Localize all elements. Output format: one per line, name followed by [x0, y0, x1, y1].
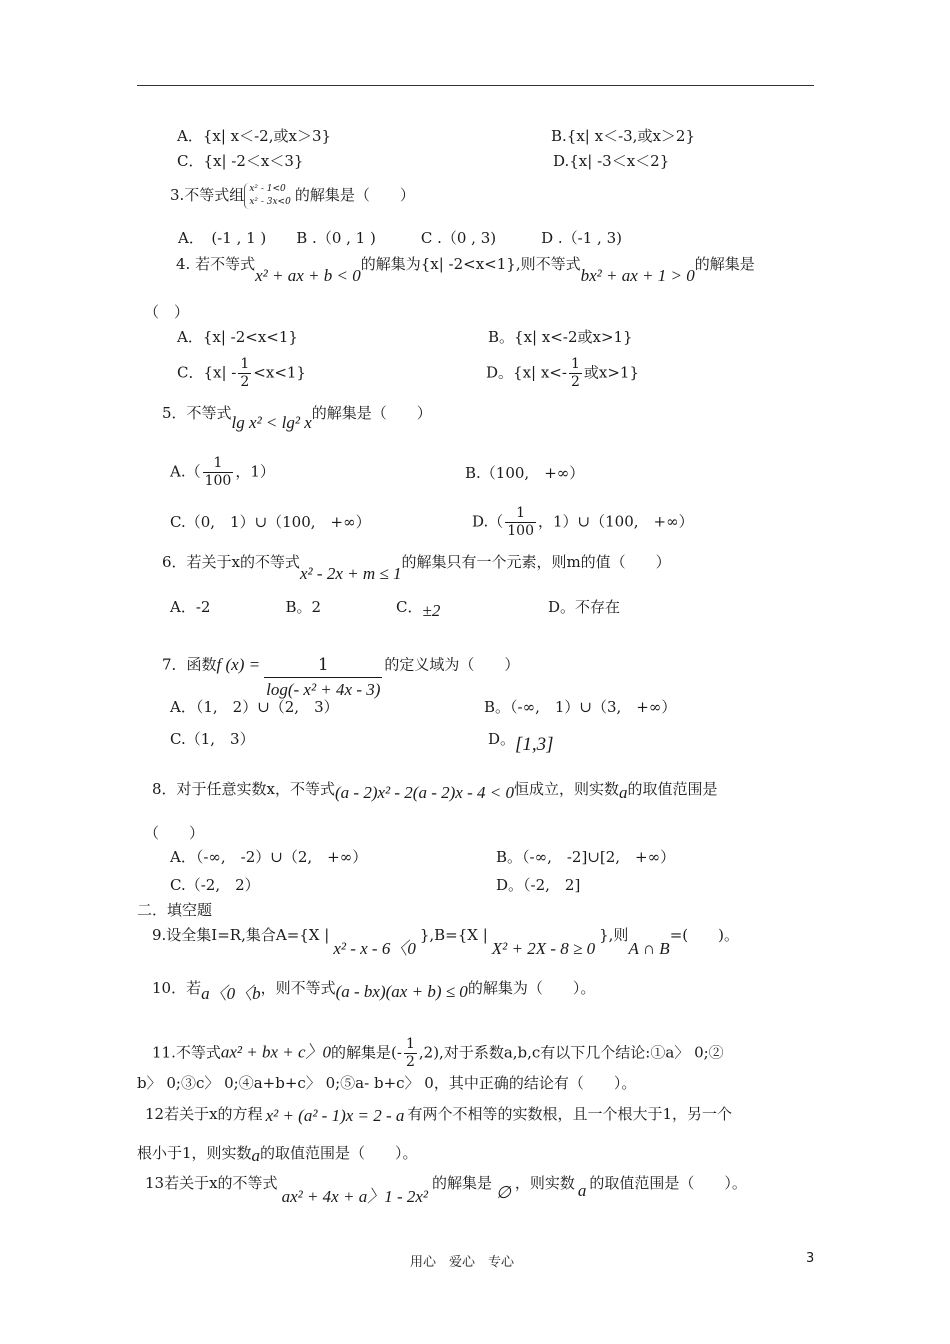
q4-option-a: A．{x| -2<x<1} [177, 328, 298, 346]
question-4: 4. 若不等式x² + ax + b < 0的解集为{x| -2<x<1},则不等式bx² + ax + 1 > 0的解集是 [176, 255, 755, 285]
q10-inequality: (a - bx)(ax + b) ≤ 0 [335, 982, 468, 1001]
q7-function: f (x) = [216, 654, 261, 674]
q3-inequality-system: x² - 1<0 x² - 3x<0 [244, 183, 291, 209]
q4-half-fraction: $\frac{1}{2}$ [240, 356, 250, 390]
q8-paren: （ ） [144, 824, 205, 842]
question-6: 6．若关于x的不等式x² - 2x + m ≤ 1的解集只有一个元素，则m的值（ ） [162, 553, 671, 583]
q11-fraction: $\frac{1}{2}$ [405, 1036, 415, 1070]
q6-inequality: x² - 2x + m ≤ 1 [300, 564, 402, 583]
q9-set-b: X² + 2X - 8 ≥ 0 [491, 939, 596, 958]
q3-options: A． (-1 , 1 ) B .（0 , 1 ) C .（0 , 3) D .（-1 , 3) [178, 229, 622, 247]
empty-set-symbol: ∅ [496, 1183, 511, 1202]
q4-inequality-2: bx² + ax + 1 > 0 [580, 266, 695, 285]
q5-fraction: $\frac{1}{100}$ [507, 505, 534, 539]
question-9: 9.设全集I=R,集合A={X |x² - x - 6〈0},B={X |X² + 2X - 8 ≥ 0},则A ∩ B=( )。 [152, 926, 739, 958]
question-5: 5．不等式lg x² < lg² x的解集是（ ） [162, 404, 432, 432]
q4-inequality-1: x² + ax + b < 0 [255, 266, 361, 285]
header-rule [137, 85, 814, 86]
page-number: 3 [806, 1251, 815, 1266]
q2-option-b: B.{x| x＜-3,或x＞2} [551, 127, 696, 145]
q8-option-d: D。（-2, 2] [496, 876, 581, 894]
q7-option-a: A．（1, 2）∪（2, 3） [170, 698, 339, 716]
q6-options: A．-2 B。2 C．±2 [170, 598, 441, 620]
q11-inequality: ax² + bx + c〉0 [220, 1042, 332, 1062]
q8-option-a: A．（-∞, -2）∪（2, +∞） [170, 848, 368, 866]
question-11: 11.不等式ax² + bx + c〉0的解集是(- $\frac{1}{2}$ ,2),对于系数a,b,c有以下几个结论:①a〉 0;② [152, 1036, 724, 1070]
q11-line-2: b〉 0;③c〉 0;④a+b+c〉 0;⑤a- b+c〉 0，其中正确的结论有（ ）。 [137, 1074, 637, 1092]
q4-option-b: B。{x| x<-2或x>1} [488, 328, 633, 346]
q7-option-d: D。[1,3] [488, 730, 554, 755]
q6-option-d: D。不存在 [548, 598, 621, 616]
q5-inequality: lg x² < lg² x [231, 413, 312, 432]
q8-option-b: B。（-∞, -2]∪[2, +∞） [496, 848, 676, 866]
question-10: 10．若a〈0〈b，则不等式(a - bx)(ax + b) ≤ 0的解集为（ ）。 [152, 979, 596, 1003]
q13-inequality: ax² + 4x + a〉1 - 2x² [281, 1187, 428, 1206]
q2-option-c: C．{x| -2＜x＜3} [177, 152, 304, 170]
section-title-fill-in: 二．填空题 [137, 901, 213, 919]
q7-option-c: C.（1, 3） [170, 730, 255, 748]
question-3: 3.不等式组 x² - 1<0 x² - 3x<0 的解集是（ ） [170, 184, 415, 207]
q2-option-a: A．{x| x＜-2,或x＞3} [177, 127, 332, 145]
question-8: 8．对于任意实数x，不等式(a - 2)x² - 2(a - 2)x - 4 < 0恒成立，则实数a的取值范围是 [152, 780, 718, 802]
q12-line-2: 根小于1，则实数a的取值范围是（ ）。 [137, 1144, 418, 1165]
question-7: 7．函数f (x) = $\frac{1}{\text{log(- x² + 4x - 3)}}$ 的定义域为（ ） [162, 641, 519, 690]
q8-inequality: (a - 2)x² - 2(a - 2)x - 4 < 0 [335, 783, 514, 802]
q12-equation: x² + (a² - 1)x = 2 - a [265, 1106, 405, 1125]
q7-option-b: B。（-∞, 1）∪（3, +∞） [484, 698, 677, 716]
q3-stem: 3.不等式组 [170, 186, 245, 204]
question-12: 12若关于x的方程 x² + (a² - 1)x = 2 - a 有两个不相等的实数根，且一个根大于1，另一个 [145, 1105, 732, 1125]
q5-option-a: A.（ $\frac{1}{100}$ ，1） [170, 455, 275, 489]
q9-set-a: x² - x - 6〈0 [333, 939, 416, 958]
q4-option-c: C．{x| - $\frac{1}{2}$ <x<1} [177, 356, 306, 390]
question-13: 13若关于x的不等式ax² + 4x + a〉1 - 2x²的解集是 ∅ ，则实数 a 的取值范围是（ ）。 [145, 1174, 747, 1206]
q5-fraction: $\frac{1}{100}$ [204, 455, 232, 489]
q4-half-fraction: $\frac{1}{2}$ [570, 356, 580, 390]
q7-fraction: $\frac{1}{\text{log(- x² + 4x - 3)}}$ [264, 653, 382, 702]
q10-condition: a〈0〈b [201, 984, 261, 1003]
footer-motto: 用心 爱心 专心 [410, 1255, 515, 1270]
q4-option-d: D。{x| x<- $\frac{1}{2}$ 或x>1} [486, 356, 639, 390]
q8-option-c: C.（-2, 2） [170, 876, 260, 894]
q5-option-b: B.（100, +∞） [465, 464, 585, 482]
q4-paren: （ ） [144, 303, 190, 321]
q2-option-d: D.{x| -3＜x＜2} [553, 152, 670, 170]
q5-option-c: C.（0, 1）∪（100, +∞） [170, 513, 371, 531]
q5-option-d: D.（ $\frac{1}{100}$ ，1）∪（100, +∞） [472, 505, 694, 539]
